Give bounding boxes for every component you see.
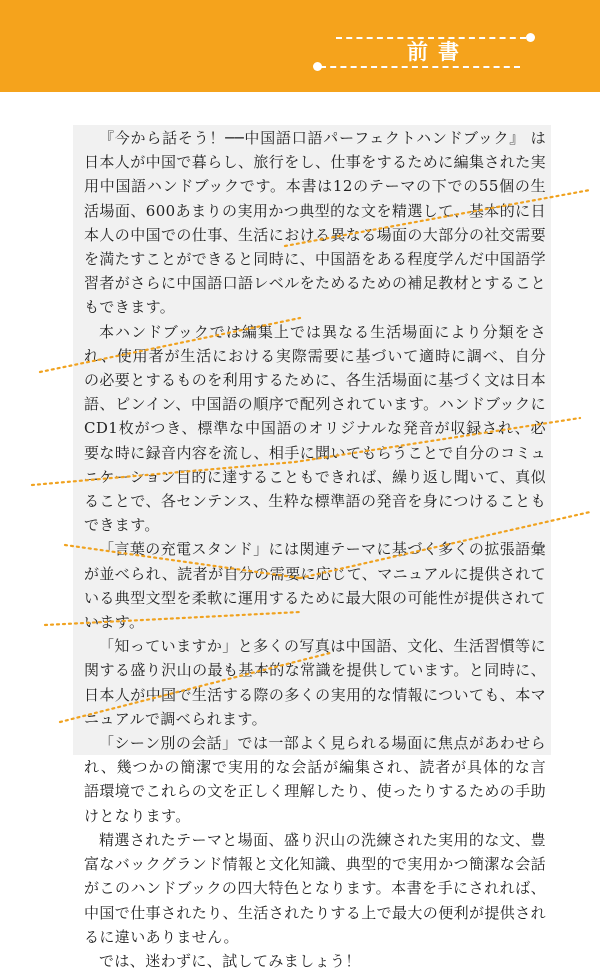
paragraph-2: 本ハンドブックでは編集上では異なる生活場面により分類をされ、使用者が生活における実際需要に基づいて適時に調べ、自分の必要とするものを利用するために、各生活場面に基づく文は日本語、ピンイン、中国語の順序で配列されています。ハンドブックにCD1枚がつき、標準な中国語のオリジナルな発音が収録され、必要な時に録音内容を流し、相手に聞いてもらうことで自分のコミュニケーション目的に達することもできれば、繰り返し聞いて、真似ることで、各センテンス、生粋な標準語の発音を身につけることもできます。: [84, 322, 547, 535]
paragraph-1: 『今から話そう！──中国語口語パーフェクトハンドブック』 は日本人が中国で暮らし、旅行をし、仕事をするために編集された実用中国語ハンドブックです。本書は12のテーマの下での55個の生活場面、600あまりの実用かつ典型的な文を精選して、基本的に日本人の中国での仕事、生活における異なる場面の大部分の社交需要を満たすことができると同時に、中国語をある程度学んだ中国語学習者がさらに中国語口語レベルをためるための補足教材とすることもできます。: [84, 129, 547, 317]
preface-text: [84, 126, 546, 973]
paragraph-7: では、迷わずに、試してみましょう！: [99, 951, 361, 970]
paragraph-6: 精選されたテーマと場面、盛り沢山の洗練された実用的な文、豊富なバックグランド情報と文化知識、典型的で実用かつ簡潔な会話がこのハンドブックの四大特色となります。本書を手にされれば、中国で仕事されたり、生活されたりする上で最大の便利が提供されるに違いありません。: [84, 830, 547, 946]
paragraph-4: 「知っていますか」と多くの写真は中国語、文化、生活習慣等に関する盛り沢山の最も基本的な常識を提供しています。と同時に、日本人が中国で生活する際の多くの実用的な情報についても、本マニュアルで調べられます。: [84, 637, 546, 728]
dot-ornament-bottom: [313, 62, 322, 71]
paragraph-3: 「言葉の充電スタンド」には関連テーマに基づく多くの拡張語彙が並べられ、読者が自分の需要に応じて、マニュアルに提供されている典型文型を柔軟に運用するために最大限の可能性が提供されています。: [84, 540, 547, 632]
dashed-rule-bottom: [320, 66, 520, 68]
dot-ornament-top: [526, 33, 535, 42]
header-decoration: [0, 0, 600, 92]
page-title: 前書: [407, 40, 469, 64]
paragraph-5: 「シーン別の会話」では一部よく見られる場面に焦点があわせられ、幾つかの簡潔で実用的な会話が編集され、読者が具体的な言語環境でこれらの文を正しく理解したり、使ったりするための手助けとなります。: [84, 734, 547, 825]
